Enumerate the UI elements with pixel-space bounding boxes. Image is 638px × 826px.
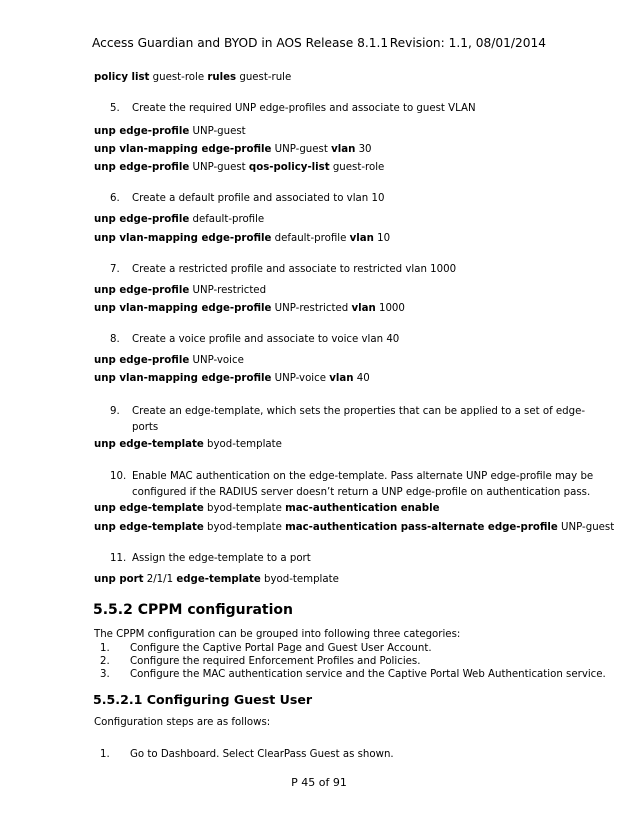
step-5: 5. Create the required UNP edge-profiles and associate to guest VLAN: [110, 103, 476, 114]
command-line: unp vlan-mapping edge-profile UNP-voice vlan 40: [94, 373, 370, 384]
list-item: 3. Configure the MAC authentication service and the Captive Portal Web Authentication service.: [100, 669, 606, 680]
subsection-heading: 5.5.2.1 Configuring Guest User: [93, 692, 313, 707]
intro-paragraph: The CPPM configuration can be grouped into following three categories:: [94, 629, 461, 640]
header-revision: Revision: 1.1, 08/01/2014: [389, 36, 546, 50]
category-list: [100, 642, 606, 681]
step-11: 11. Assign the edge-template to a port: [110, 553, 311, 564]
step-9: 9. Create an edge-template, which sets the properties that can be applied to a set of edge- ports: [110, 406, 586, 433]
command-line: unp edge-profile UNP-guest qos-policy-list guest-role: [94, 162, 385, 173]
page-number: P 45 of 91: [291, 776, 347, 789]
guest-step-1: 1. Go to Dashboard. Select ClearPass Guest as shown.: [100, 749, 394, 760]
command-line: unp edge-profile default-profile: [94, 214, 265, 225]
step-7: 7. Create a restricted profile and associate to restricted vlan 1000: [110, 264, 457, 275]
section-heading: 5.5.2 CPPM configuration: [93, 602, 294, 618]
command-line: unp vlan-mapping edge-profile UNP-guest vlan 30: [94, 144, 372, 155]
command-line: unp port 2/1/1 edge-template byod-template: [94, 574, 339, 585]
header-title: Access Guardian and BYOD in AOS Release 8.1.1: [92, 36, 389, 50]
step-10: 10. Enable MAC authentication on the edge-template. Pass alternate UNP edge-profile may be configured if the RADIUS server doesn’t return a UNP edge-profile on authentication pass.: [110, 471, 594, 498]
page-header: [92, 36, 546, 52]
command-line: policy list guest-role rules guest-rule: [94, 72, 292, 83]
command-line: unp edge-template byod-template mac-authentication enable: [94, 503, 440, 514]
step-8: 8. Create a voice profile and associate to voice vlan 40: [110, 334, 400, 345]
command-line: unp vlan-mapping edge-profile default-profile vlan 10: [94, 233, 391, 244]
command-line: unp edge-profile UNP-guest: [94, 126, 246, 137]
command-line: unp edge-profile UNP-voice: [94, 355, 244, 366]
command-line: unp edge-template byod-template mac-authentication pass-alternate edge-profile UNP-guest: [94, 522, 615, 533]
steps-intro: Configuration steps are as follows:: [94, 717, 271, 728]
list-item: 1. Configure the Captive Portal Page and Guest User Account.: [100, 643, 432, 654]
command-line: unp edge-profile UNP-restricted: [94, 285, 267, 296]
command-line: unp vlan-mapping edge-profile UNP-restricted vlan 1000: [94, 303, 405, 314]
step-6: 6. Create a default profile and associated to vlan 10: [110, 193, 385, 204]
command-line: unp edge-template byod-template: [94, 439, 282, 450]
list-item: 2. Configure the required Enforcement Profiles and Policies.: [100, 656, 421, 667]
